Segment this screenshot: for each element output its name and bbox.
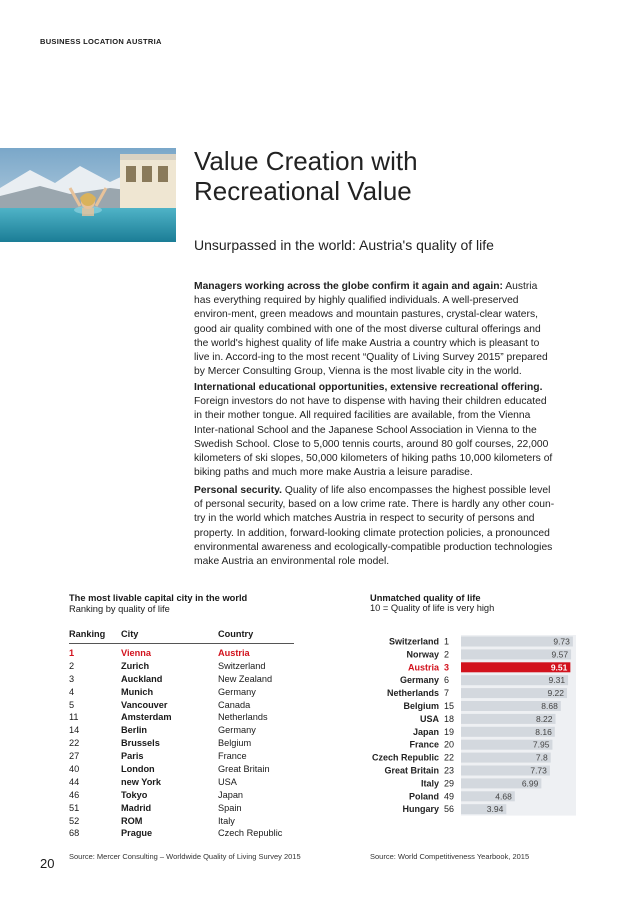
country-cell: Belgium [218,738,252,749]
quality-chart-subtitle: 10 = Quality of life is very high [370,603,495,613]
rank-cell: 68 [69,828,80,839]
ranking-table-subtitle: Ranking by quality of life [69,604,170,614]
rank-label: 22 [444,752,455,763]
value-label: 9.73 [553,636,570,647]
country-cell: Italy [218,815,235,826]
country-cell: Switzerland [218,660,266,671]
paragraph-lead: Managers working across the globe confirm it again and again: [194,281,503,292]
country-label: Norway [406,649,439,660]
rank-cell: 27 [69,751,80,762]
country-cell: Germany [218,725,256,736]
quality-chart-title: Unmatched quality of life [370,593,481,603]
paragraph-text: Foreign investors do not have to dispense with having their children educated in their mother tongue. All required facilities are available, from the Vienna Inter-national School and the Japanese School Association in Vienna to the Swedish School. Close to 5,000 tennis courts, around 80 golf courses, 22,000 kilometers of ski slopes, 50,000 kilometers of hiking paths 10,000 kilometers of biking paths and much more make Austria a leisure paradise. [194,396,553,479]
rank-label: 2 [444,649,450,660]
header-city: City [121,629,139,639]
paragraph-text: Quality of life also encompasses the highest possible level of personal security, based on a low crime rate. There is hardly any other coun-try in the world which matches Austria in respect to security of persons and property. In addition, forward-looking climate protection policies, a pronounced environmental awareness and ecologically-compatible production technologies make Austria an environmental role model. [194,485,555,568]
ranking-table-header [69,629,294,644]
article-title [194,146,594,206]
chart-source: Source: World Competitiveness Yearbook, 2015 [370,852,530,861]
city-cell: Vienna [121,648,151,658]
city-cell: Brussels [121,738,160,749]
country-cell: Austria [218,648,250,658]
paragraph-lead: Personal security. [194,485,282,496]
country-cell: Czech Republic [218,828,283,839]
value-label: 9.31 [548,675,566,686]
rank-cell: 5 [69,699,75,710]
rank-cell: 51 [69,802,80,813]
country-cell: Spain [218,802,242,813]
table-row [69,815,294,828]
value-label: 8.22 [535,713,553,724]
rank-cell: 52 [69,815,80,826]
country-label: Great Britain [384,765,439,776]
rank-cell: 46 [69,789,80,800]
rank-cell: 40 [69,764,80,775]
country-label: Czech Republic [371,752,439,763]
header-ranking: Ranking [69,629,106,639]
city-cell: Madrid [121,802,152,813]
rank-cell: 1 [69,648,75,658]
table-row [69,673,294,686]
value-label: 4.68 [495,791,512,802]
rank-label: 18 [444,713,455,724]
city-cell: ROM [121,815,143,826]
rank-label: 49 [444,791,455,802]
city-cell: Auckland [121,673,163,684]
country-label: Netherlands [386,688,439,699]
country-cell: France [218,751,247,762]
rank-cell: 2 [69,660,75,671]
rank-label: 20 [444,739,455,750]
country-cell: USA [218,776,237,787]
table-row [69,686,294,699]
rank-label: 56 [444,804,455,815]
country-label: Austria [407,662,439,673]
ranking-source: Source: Mercer Consulting – Worldwide Quality of Living Survey 2015 [69,852,301,861]
table-row [69,802,294,815]
rank-label: 19 [444,726,455,737]
country-cell: Netherlands [218,712,268,723]
value-label: 7.95 [532,739,550,750]
country-cell: Japan [218,789,244,800]
city-cell: Berlin [121,725,148,736]
rank-cell: 22 [69,738,80,749]
section-label: BUSINESS LOCATION AUSTRIA [40,37,162,46]
rank-label: 6 [444,675,450,686]
rank-label: 23 [444,765,455,776]
table-row [69,699,294,712]
paragraph-managers [194,280,556,379]
country-label: Switzerland [388,636,439,647]
table-row [69,827,294,840]
rank-label: 3 [444,662,450,673]
paragraph-security [194,484,556,569]
rank-label: 7 [444,688,450,699]
header-country: Country [218,629,254,639]
title-line-2: Recreational Value [194,176,412,206]
paragraph-lead: International educational opportunities, extensive recreational offering. [194,382,543,393]
table-row [69,789,294,802]
value-label: 9.51 [550,662,568,673]
city-cell: Tokyo [121,789,148,800]
table-row [69,776,294,789]
paragraph-education [194,381,556,480]
value-label: 7.73 [530,765,547,776]
rank-cell: 3 [69,673,75,684]
table-row [69,737,294,750]
country-cell: New Zealand [218,673,273,684]
value-label: 8.68 [541,701,558,711]
table-row [69,763,294,776]
city-cell: Paris [121,751,144,762]
table-row [69,660,294,673]
quality-bar-chart [360,635,580,820]
ranking-table-title: The most livable capital city in the world [69,593,248,603]
country-cell: Germany [218,686,256,697]
page-number: 20 [40,856,55,871]
country-label: USA [419,713,439,724]
rank-label: 1 [444,636,450,647]
city-cell: London [121,764,155,775]
hero-photo [0,148,176,242]
city-cell: Munich [121,686,154,697]
title-line-1: Value Creation with [194,146,418,176]
rank-cell: 11 [69,712,79,723]
value-label: 9.22 [547,688,565,699]
ranking-table [69,593,294,840]
country-cell: Great Britain [218,764,270,775]
rank-label: 15 [444,701,455,711]
rank-cell: 4 [69,686,75,697]
country-label: France [409,739,439,750]
quality-chart-heading [370,593,494,613]
rank-label: 29 [444,778,455,789]
country-label: Belgium [403,701,439,711]
city-cell: new York [121,776,161,787]
country-label: Poland [408,791,439,802]
city-cell: Zurich [121,660,150,671]
city-cell: Prague [121,828,153,839]
paragraph-text: Austria has everything required by highly qualified individuals. A well-preserved environ-ment, green meadows and mountain pastures, crystal-clear waters, good air quality combined with one of the most diverse cultural offerings and the world's highest quality of life make Austria a country which is pleasant to live in. Accord-ing to the most recent “Quality of Living Survey 2015” prepared by Mercer Consulting Group, Vienna is the most livable city in the world. [194,281,548,378]
rank-cell: 14 [69,725,80,736]
table-row [69,724,294,737]
city-cell: Vancouver [121,699,168,710]
table-row [69,750,294,763]
country-label: Japan [412,726,439,737]
value-label: 3.94 [486,804,504,815]
article-subtitle: Unsurpassed in the world: Austria's quality of life [194,237,494,253]
value-label: 9.57 [551,649,569,660]
value-label: 8.16 [535,726,552,737]
country-label: Italy [420,778,439,789]
value-label: 7.8 [535,752,548,763]
country-label: Germany [399,675,439,686]
value-label: 6.99 [521,778,539,789]
table-row [69,647,294,660]
country-cell: Canada [218,699,251,710]
country-label: Hungary [402,804,439,815]
pool-photo-illustration [0,148,176,242]
city-cell: Amsterdam [121,712,172,723]
table-row [69,711,294,724]
rank-cell: 44 [69,776,80,787]
